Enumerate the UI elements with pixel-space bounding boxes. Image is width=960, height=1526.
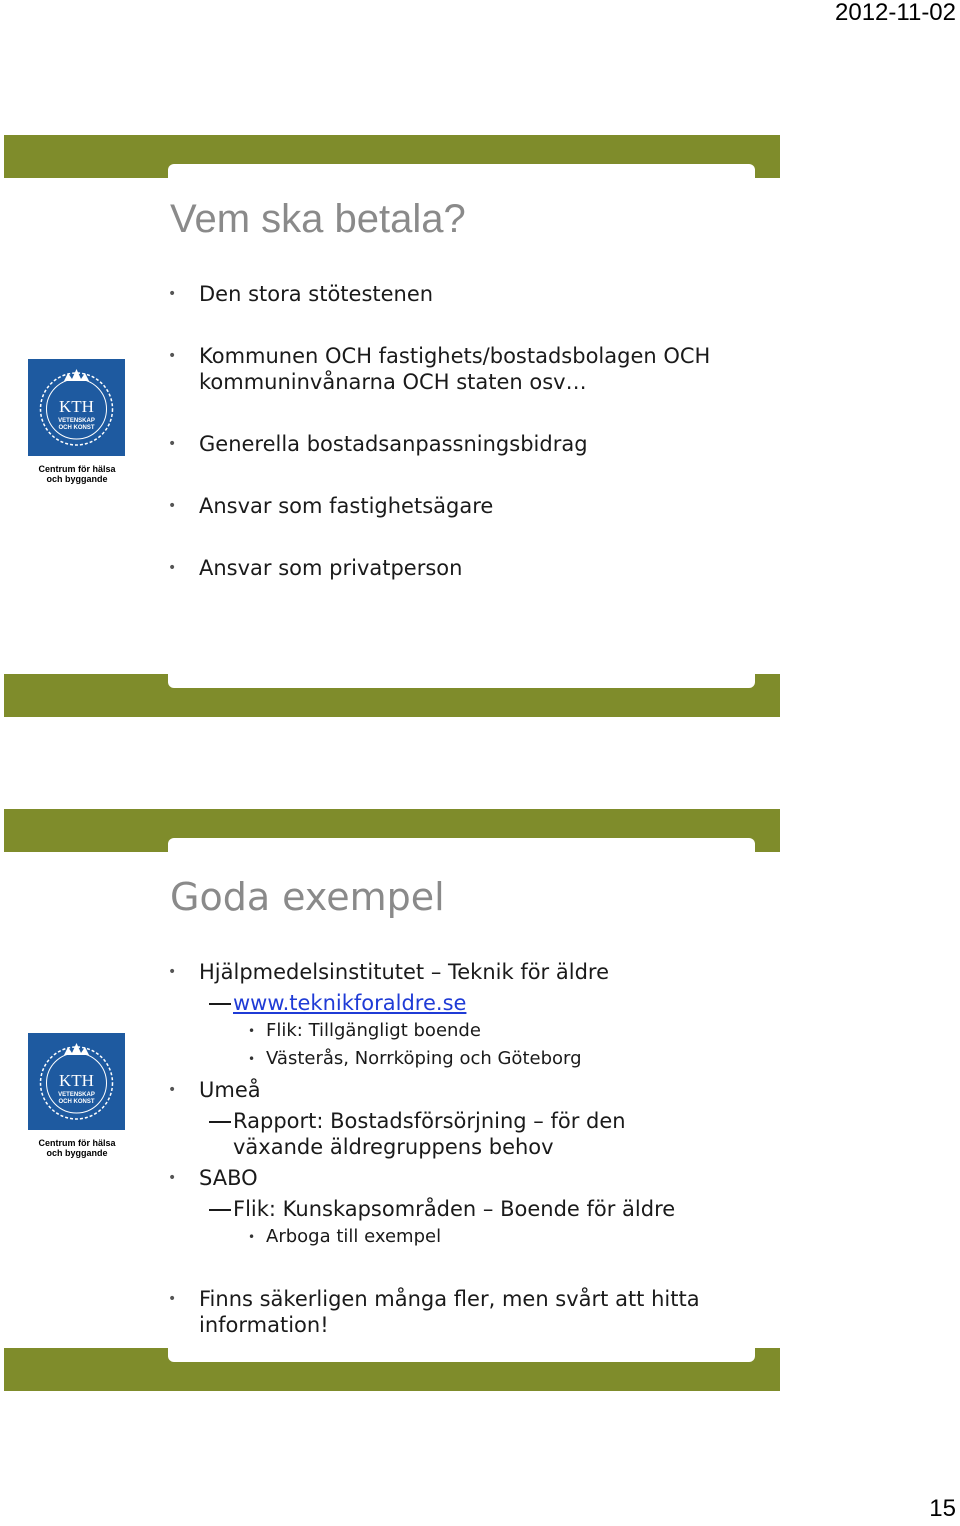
teknikforaldre-link[interactable]: www.teknikforaldre.se [233,991,467,1015]
header-date: 2012-11-02 [835,0,956,26]
logo-caption-1: Centrum för hälsa [38,464,116,474]
slide-title: Vem ska betala? [170,197,466,241]
logo-caption-2: och byggande [46,1148,108,1158]
svg-text:OCH KONST: OCH KONST [58,1099,95,1105]
slide-2: KTH VETENSKAP OCH KONST Centrum för hälsa och byggande Goda exempel • Hjälpmedelsinstitutet – Teknik för äldre www.teknikforaldre.se • Flik: Tillgängligt boende • Västerås, Norrköping och Göteborg • Umeå Rapport: Bostadsförsörjning – för den växande äldregruppens behov • SABO Flik: Kunskapsområden – Boende för äldre • Arboga till exempel • Finns säkerligen många fler, men svårt att hitta information! [4,809,780,1391]
slide-title: Goda exempel [170,875,445,919]
slide-1: KTH VETENSKAP OCH KONST Centrum för hälsa och byggande Vem ska betala? • Den stora stötestenen • Kommunen OCH fastighets/bostadsbolagen OCH kommuninvånarna OCH staten osv… • Generella bostadsanpassningsbidrag • Ansvar som fastighetsägare • Ansvar som privatperson [4,135,780,717]
logo-text: KTH [59,1071,94,1090]
svg-text:VETENSKAP: VETENSKAP [58,1092,95,1098]
kth-logo [28,1033,126,1158]
svg-text:OCH KONST: OCH KONST [58,425,95,431]
logo-caption-1: Centrum för hälsa [38,1138,116,1148]
logo-caption-2: och byggande [46,474,108,484]
page-number: 15 [929,1495,956,1522]
svg-text:VETENSKAP: VETENSKAP [58,418,95,424]
logo-text: KTH [59,397,94,416]
kth-logo [28,359,126,484]
